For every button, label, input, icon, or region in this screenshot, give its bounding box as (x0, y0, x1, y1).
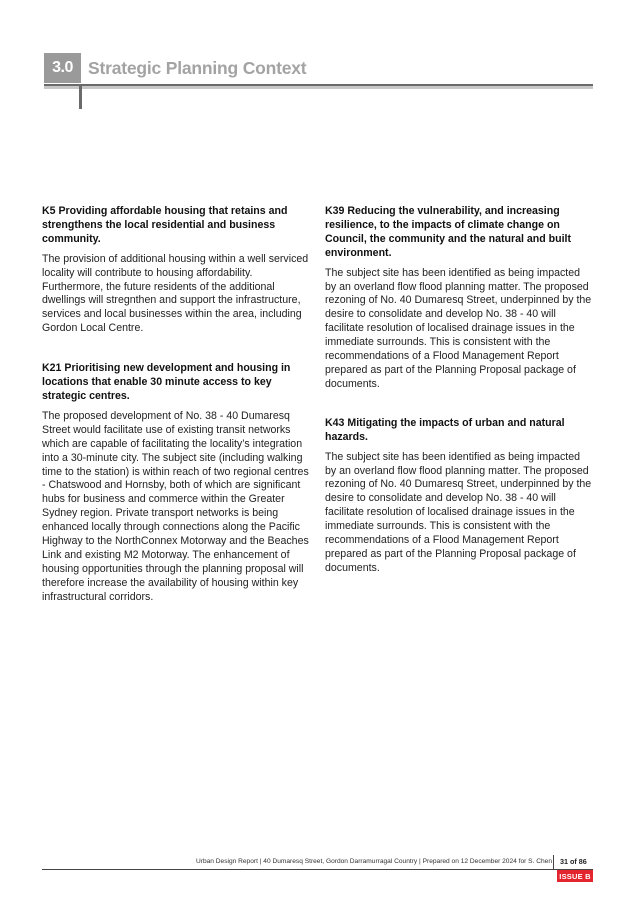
priority-heading: K21 Prioritising new development and housing in locations that enable 30 minute access to key strategic centres. (42, 362, 291, 402)
header-vertical-rule (79, 84, 82, 109)
priority-block-k5 (42, 205, 311, 336)
footer-rule (42, 869, 593, 870)
priority-heading: K43 Mitigating the impacts of urban and natural hazards. (325, 416, 565, 443)
issue-badge: ISSUE B (557, 870, 593, 882)
section-number: 3.0 (44, 53, 81, 83)
section-title: Strategic Planning Context (88, 58, 307, 78)
priority-block-k21 (42, 362, 311, 604)
priority-body: The provision of additional housing within a well serviced locality will contribute to housing affordability. Furthermore, the future residents of the additional dwellings will stregnthen and support the infrastructure, services and local businesses within the area, including Gordon Local Centre. (42, 252, 309, 335)
header-rule-dark (44, 84, 593, 86)
footer-text: Urban Design Report | 40 Dumaresq Street, Gordon Darramurragal Country | Prepared on 12 December 2024 for S. Chen (195, 858, 552, 865)
priority-heading: K5 Providing affordable housing that retains and strengthens the local residential and business community. (42, 205, 288, 245)
priority-body: The proposed development of No. 38 - 40 Dumaresq Street would facilitate use of existing transit networks which are capable of facilitating the locality’s integration into a 30-minute city. The subject site (including walking time to the station) is within reach of two regional centres - Chatswood and Hornsby, both of which are significant hubs for business and commerce within the Greater Sydney region. Private transport networks is being enhanced locally through connections along the Pacific Highway to the NorthConnex Motorway and the Beaches Link and existing M2 Motorway. The enhancement of housing opportunities through the planning proposal will therefore increase the availability of housing within key infrastructural corridors. (42, 409, 309, 603)
right-column (325, 205, 594, 576)
priority-block-k39 (325, 205, 594, 392)
page-number: 31 of 86 (560, 857, 587, 866)
priority-block-k43 (325, 417, 594, 576)
footer-divider (553, 855, 554, 869)
left-column (42, 205, 311, 605)
priority-heading: K39 Reducing the vulnerability, and increasing resilience, to the impacts of climate change on Council, the community and the natural and built environment. (325, 205, 572, 259)
priority-body: The subject site has been identified as being impacted by an overland flow flood planning matter. The proposed rezoning of No. 40 Dumaresq Street, underpinned by the desire to consolidate and develop No. 38 - 40 will facilitate resolution of localised drainage issues in the immediate surrounds. This is consistent with the recommendations of a Flood Management Report prepared as part of the Planning Proposal package of documents. (325, 266, 592, 390)
priority-body: The subject site has been identified as being impacted by an overland flow flood planning matter. The proposed rezoning of No. 40 Dumaresq Street, underpinned by the desire to consolidate and develop No. 38 - 40 will facilitate resolution of localised drainage issues in the immediate surrounds. This is consistent with the recommendations of a Flood Management Report prepared as part of the Planning Proposal package of documents. (325, 450, 592, 574)
